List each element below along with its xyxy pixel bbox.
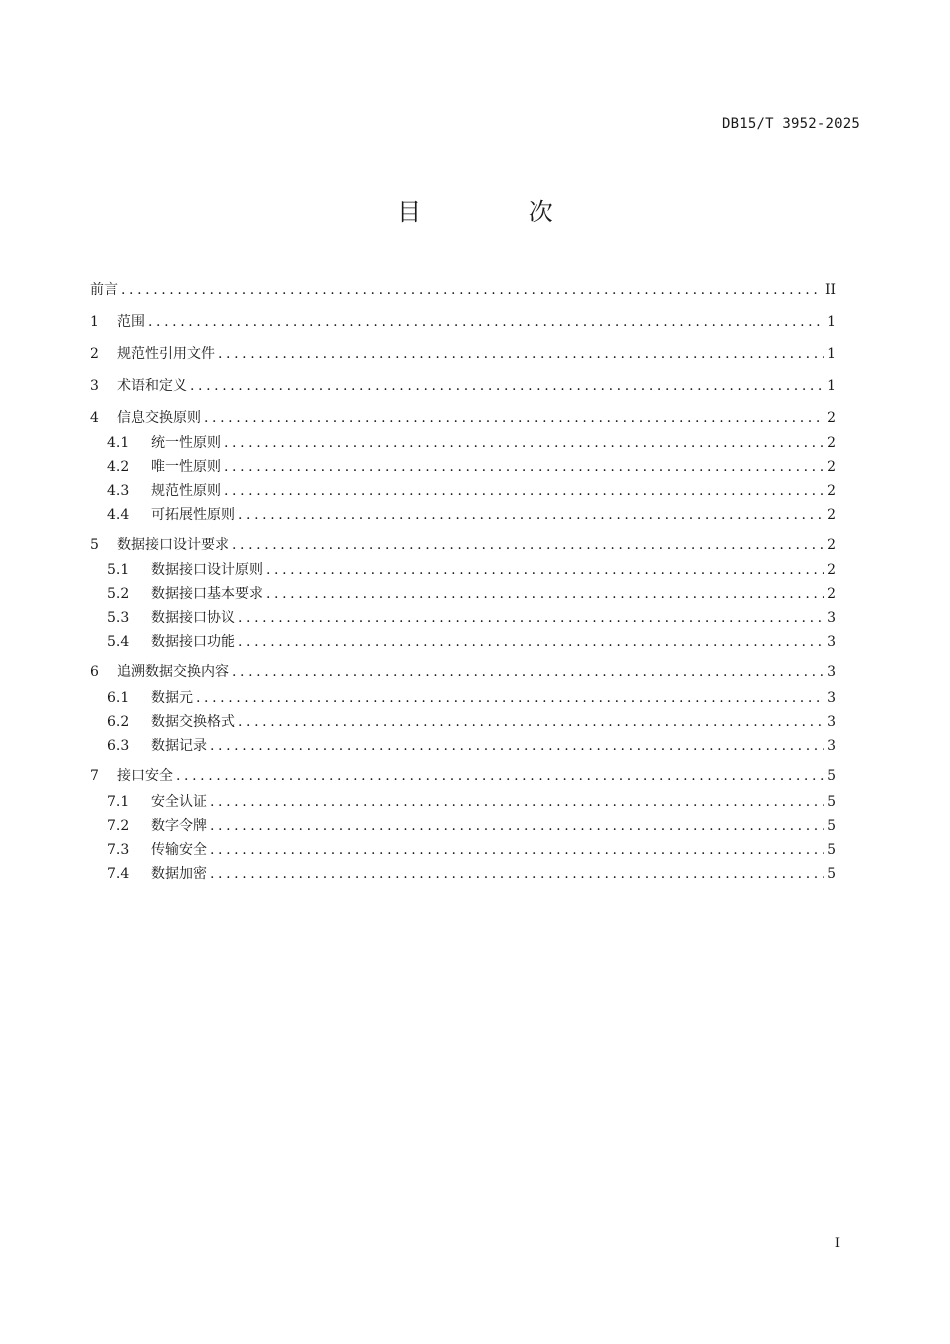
toc-entry-label: 数据加密 — [151, 866, 207, 882]
toc-entry-label: 数据接口基本要求 — [151, 586, 263, 602]
toc-entry-7-1[interactable] — [107, 792, 836, 812]
toc-entry-page: 2 — [827, 459, 836, 475]
toc-entry-label: 数据接口设计原则 — [151, 562, 263, 578]
toc-entry-label: 数据接口设计要求 — [117, 537, 229, 553]
toc-entry-number: 5.3 — [107, 610, 130, 626]
toc-entry-label: 可拓展性原则 — [151, 507, 235, 523]
toc-entry-number: 7.4 — [107, 866, 130, 882]
toc-entry-6-1[interactable] — [107, 688, 836, 708]
toc-entry-label: 数据交换格式 — [151, 714, 235, 730]
toc-entry-4[interactable] — [90, 408, 836, 428]
toc-entry-page: 1 — [827, 314, 836, 330]
toc-entry-number: 4.4 — [107, 507, 130, 523]
toc-entry-label: 唯一性原则 — [151, 459, 221, 475]
toc-entry-page: 2 — [827, 435, 836, 451]
toc-entry-number: 5 — [90, 537, 99, 553]
toc-leader-dots — [238, 712, 824, 732]
toc-entry-7-4[interactable] — [107, 864, 836, 884]
toc-leader-dots — [148, 312, 824, 332]
toc-entry-4-3[interactable] — [107, 481, 836, 501]
toc-leader-dots — [210, 840, 824, 860]
toc-entry-4-2[interactable] — [107, 457, 836, 477]
toc-entry-number: 7.1 — [107, 794, 130, 810]
toc-entry-number: 3 — [90, 378, 99, 394]
toc-leader-dots — [238, 505, 824, 525]
toc-entry-4-4[interactable] — [107, 505, 836, 525]
toc-entry-page: II — [824, 282, 836, 298]
toc-leader-dots — [196, 688, 824, 708]
toc-entry-5[interactable] — [90, 535, 836, 555]
toc-entry-label: 前言 — [90, 282, 118, 298]
toc-entry-label: 信息交换原则 — [117, 410, 201, 426]
toc-entry-page: 2 — [827, 586, 836, 602]
toc-entry-page: 5 — [827, 768, 836, 784]
page-number: I — [834, 1236, 840, 1251]
toc-entry-page: 2 — [827, 537, 836, 553]
toc-entry-label: 接口安全 — [117, 768, 173, 784]
toc-entry-page: 2 — [827, 483, 836, 499]
toc-entry-number: 1 — [90, 314, 99, 330]
toc-entry-page: 5 — [827, 794, 836, 810]
toc-entry-number: 6.3 — [107, 738, 130, 754]
toc-entry-7-2[interactable] — [107, 816, 836, 836]
toc-entry-number: 6 — [90, 664, 99, 680]
toc-leader-dots — [224, 433, 824, 453]
toc-entry-5-3[interactable] — [107, 608, 836, 628]
toc-leader-dots — [176, 766, 824, 786]
toc-entry-7-3[interactable] — [107, 840, 836, 860]
toc-entry-page: 1 — [827, 378, 836, 394]
toc-leader-dots — [238, 632, 824, 652]
toc-entry-number: 7.3 — [107, 842, 130, 858]
toc-entry-page: 5 — [827, 866, 836, 882]
toc-entry-number: 7.2 — [107, 818, 130, 834]
toc-entry-label: 传输安全 — [151, 842, 207, 858]
toc-entry-label: 规范性引用文件 — [117, 346, 215, 362]
toc-entry-label: 数据接口功能 — [151, 634, 235, 650]
toc-entry-page: 2 — [827, 562, 836, 578]
toc-entry-label: 数据接口协议 — [151, 610, 235, 626]
toc-leader-dots — [190, 376, 824, 396]
toc-leader-dots — [210, 816, 824, 836]
toc-entry-5-1[interactable] — [107, 560, 836, 580]
toc-entry-5-4[interactable] — [107, 632, 836, 652]
toc-entry-label: 规范性原则 — [151, 483, 221, 499]
toc-entry-6-2[interactable] — [107, 712, 836, 732]
toc-leader-dots — [204, 408, 824, 428]
toc-entry-3[interactable] — [90, 376, 836, 396]
toc-entry-label: 安全认证 — [151, 794, 207, 810]
toc-leader-dots — [121, 280, 822, 300]
toc-entry-label: 数据元 — [151, 690, 193, 706]
toc-entry-label: 追溯数据交换内容 — [117, 664, 229, 680]
doc-code: DB15/T 3952-2025 — [721, 116, 860, 132]
toc-leader-dots — [224, 457, 824, 477]
toc-entry-5-2[interactable] — [107, 584, 836, 604]
toc-entry-4-1[interactable] — [107, 433, 836, 453]
toc-leader-dots — [232, 535, 824, 555]
toc-entry-page: 5 — [827, 818, 836, 834]
toc-leader-dots — [224, 481, 824, 501]
toc-entry-1[interactable] — [90, 312, 836, 332]
toc-entry-label: 范围 — [117, 314, 145, 330]
toc-entry-2[interactable] — [90, 344, 836, 364]
toc-leader-dots — [232, 662, 824, 682]
toc-entry-6[interactable] — [90, 662, 836, 682]
toc-entry-page: 3 — [827, 690, 836, 706]
toc-title: 目 次 — [397, 198, 603, 226]
toc-entry-number: 4.2 — [107, 459, 130, 475]
toc-entry-number: 6.1 — [107, 690, 130, 706]
toc-entry-label: 数据记录 — [151, 738, 207, 754]
toc-leader-dots — [266, 584, 824, 604]
toc-entry-number: 2 — [90, 346, 99, 362]
toc-entry-7[interactable] — [90, 766, 836, 786]
toc-entry-label: 统一性原则 — [151, 435, 221, 451]
toc-entry-number: 5.4 — [107, 634, 130, 650]
toc-entry-page: 5 — [827, 842, 836, 858]
toc-leader-dots — [238, 608, 824, 628]
toc-entry-page: 3 — [827, 738, 836, 754]
toc-leader-dots — [210, 792, 824, 812]
toc-entry-page: 3 — [827, 714, 836, 730]
toc-entry-page: 2 — [827, 410, 836, 426]
toc-entry-number: 5.2 — [107, 586, 130, 602]
toc-entry-label: 数字令牌 — [151, 818, 207, 834]
toc-entry-page: 3 — [827, 634, 836, 650]
toc-entry-foreword[interactable] — [90, 280, 836, 300]
toc-entry-number: 4.3 — [107, 483, 130, 499]
toc-entry-number: 4 — [90, 410, 99, 426]
toc-entry-page: 3 — [827, 664, 836, 680]
toc-leader-dots — [266, 560, 824, 580]
toc-entry-page: 3 — [827, 610, 836, 626]
toc-leader-dots — [218, 344, 824, 364]
toc-entry-page: 2 — [827, 507, 836, 523]
toc-entry-label: 术语和定义 — [117, 378, 187, 394]
toc-leader-dots — [210, 864, 824, 884]
toc-entry-number: 5.1 — [107, 562, 130, 578]
toc-entry-number: 4.1 — [107, 435, 130, 451]
toc-entry-6-3[interactable] — [107, 736, 836, 756]
toc-entry-number: 7 — [90, 768, 99, 784]
toc-entry-page: 1 — [827, 346, 836, 362]
toc-leader-dots — [210, 736, 824, 756]
toc-entry-number: 6.2 — [107, 714, 130, 730]
